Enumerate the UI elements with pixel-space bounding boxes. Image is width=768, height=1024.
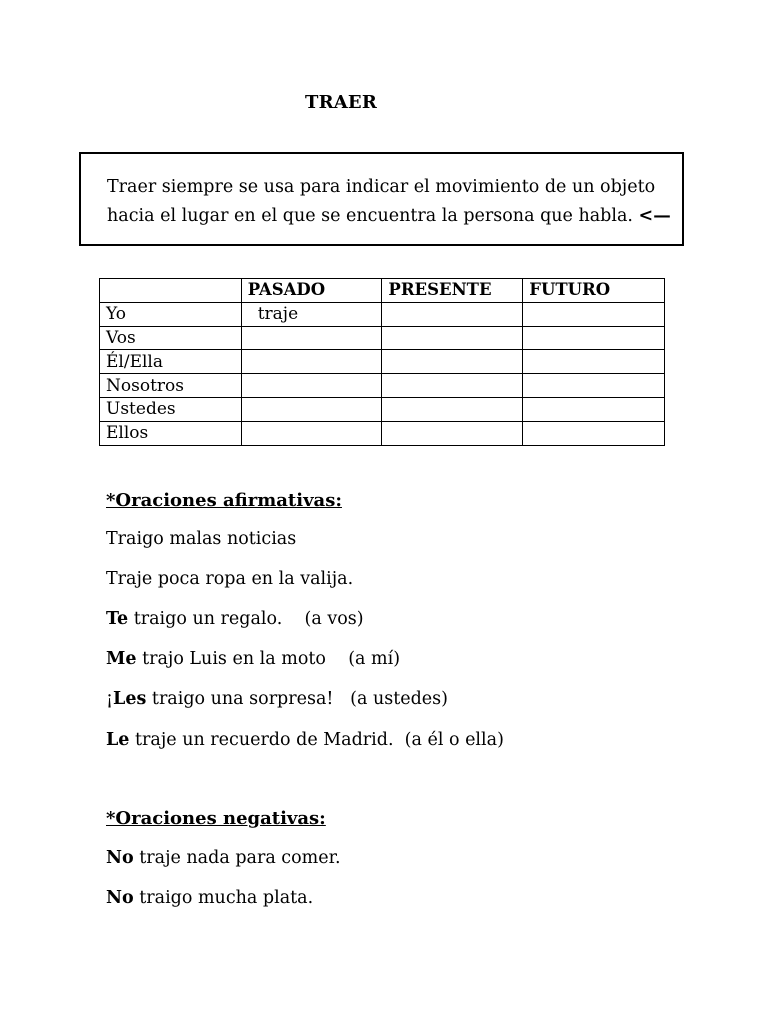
pronoun-cell: Vos — [100, 326, 242, 350]
futuro-cell — [523, 421, 665, 445]
affirmative-sentence — [106, 649, 400, 669]
table-row — [100, 350, 665, 374]
sentence-lead: No — [106, 888, 134, 908]
sentence-lead: Te — [106, 609, 129, 629]
table-header-row — [100, 279, 665, 303]
sentence-lead: Me — [106, 649, 137, 669]
sentence-rest: traigo un regalo. (a vos) — [128, 609, 364, 629]
sentence-prefix: ¡ — [106, 689, 114, 709]
sentence-rest: Traigo malas noticias — [106, 529, 297, 549]
pasado-cell — [241, 350, 382, 374]
negative-sentence — [106, 888, 313, 908]
pasado-cell — [241, 397, 382, 421]
sentence-rest: trajo Luis en la moto (a mí) — [136, 649, 401, 669]
sentence-rest: traje nada para comer. — [133, 848, 341, 868]
pronoun-cell: Ustedes — [100, 397, 242, 421]
pasado-cell — [241, 374, 382, 398]
header-cell-futuro: FUTURO — [523, 279, 665, 303]
table-row — [100, 302, 665, 326]
page-title: TRAER — [305, 92, 377, 113]
definition-line-2: hacia el lugar en el que se encuentra la persona que habla. — [107, 206, 633, 226]
pronoun-cell: Yo — [100, 302, 242, 326]
affirmative-sentence — [106, 730, 504, 750]
affirmative-sentence — [106, 609, 364, 629]
negative-heading: *Oraciones negativas: — [106, 808, 326, 829]
sentence-rest: traigo mucha plata. — [133, 888, 314, 908]
futuro-cell — [523, 302, 665, 326]
conjugation-table — [99, 278, 665, 446]
definition-line-1: Traer siempre se usa para indicar el movimiento de un objeto — [107, 177, 656, 197]
sentence-rest: Traje poca ropa en la valija. — [106, 569, 354, 589]
affirmative-sentence — [106, 689, 448, 709]
futuro-cell — [523, 374, 665, 398]
table-row — [100, 397, 665, 421]
presente-cell — [382, 350, 523, 374]
presente-cell — [382, 326, 523, 350]
definition-text — [107, 173, 677, 231]
futuro-cell — [523, 326, 665, 350]
sentence-rest: traje un recuerdo de Madrid. (a él o ella) — [129, 730, 504, 750]
table-row — [100, 374, 665, 398]
affirmative-sentence — [106, 529, 296, 549]
presente-cell — [382, 397, 523, 421]
definition-box — [79, 152, 684, 246]
affirmative-sentence — [106, 569, 353, 589]
futuro-cell — [523, 397, 665, 421]
header-cell-pasado: PASADO — [241, 279, 382, 303]
presente-cell — [382, 421, 523, 445]
pronoun-cell: Ellos — [100, 421, 242, 445]
affirmative-heading: *Oraciones afirmativas: — [106, 490, 342, 511]
table-row — [100, 421, 665, 445]
futuro-cell — [523, 350, 665, 374]
negative-sentence — [106, 848, 341, 868]
header-cell-presente: PRESENTE — [382, 279, 523, 303]
sentence-lead: Les — [113, 689, 147, 709]
sentence-lead: Le — [106, 730, 130, 750]
pronoun-cell: Nosotros — [100, 374, 242, 398]
header-cell-empty — [100, 279, 242, 303]
pronoun-cell: Él/Ella — [100, 350, 242, 374]
table-row — [100, 326, 665, 350]
pasado-cell — [241, 421, 382, 445]
presente-cell — [382, 374, 523, 398]
sentence-rest: traigo una sorpresa! (a ustedes) — [146, 689, 448, 709]
arrow-glyph: <— — [638, 206, 671, 226]
pasado-cell: traje — [241, 302, 382, 326]
presente-cell — [382, 302, 523, 326]
pasado-cell — [241, 326, 382, 350]
sentence-lead: No — [106, 848, 134, 868]
